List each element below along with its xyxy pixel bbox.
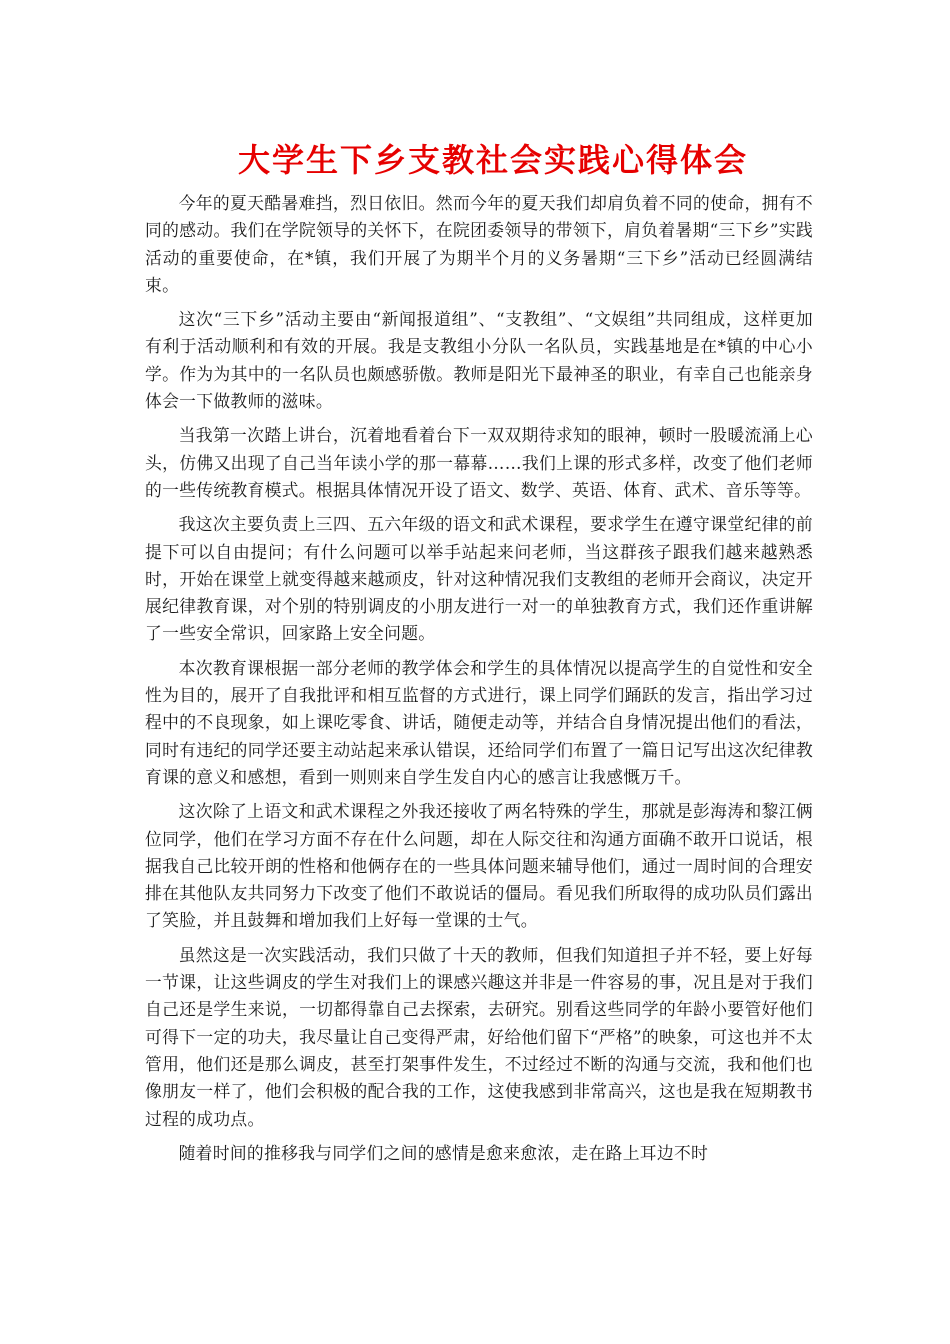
paragraph-5: 本次教育课根据一部分老师的教学体会和学生的具体情况以提高学生的自觉性和安全性为目的，展开了自我批评和相互监督的方式进行，课上同学们踊跃的发言，指出学习过程中的不良现象，如上课吃零食、讲话，随便走动等，并结合自身情况提出他们的看法，同时有违纪的同学还要主动站起来承认错误，还给同学们布置了一篇日记写出这次纪律教育课的意义和感想，看到一则则来自学生发自内心的感言让我感慨万千。	[145, 657, 813, 787]
paragraph-8: 随着时间的推移我与同学们之间的感情是愈来愈浓，走在路上耳边不时	[178, 1142, 709, 1163]
paragraph-7: 虽然这是一次实践活动，我们只做了十天的教师，但我们知道担子并不轻，要上好每一节课，让这些调皮的学生对我们上的课感兴趣这并非是一件容易的事，况且是对于我们自己还是学生来说，一切都得靠自己去探索，去研究。别看这些同学的年龄小要管好他们可得下一定的功夫，我尽量让自己变得严肃，好给他们留下“严格”的映象，可这也并不太管用，他们还是那么调皮，甚至打架事件发生，不过经过不断的沟通与交流，我和他们也像朋友一样了，他们会积极的配合我的工作，这使我感到非常高兴，这也是我在短期教书过程的成功点。	[145, 944, 813, 1129]
paragraph-6: 这次除了上语文和武术课程之外我还接收了两名特殊的学生，那就是彭海涛和黎江俩位同学，他们在学习方面不存在什么问题，却在人际交往和沟通方面确不敢开口说话，根据我自己比较开朗的性格和他俩存在的一些具体问题来辅导他们，通过一周时间的合理安排在其他队友共同努力下改变了他们不敢说话的僵局。看见我们所取得的成功队员们露出了笑脸，并且鼓舞和增加我们上好每一堂课的士气。	[145, 801, 813, 931]
paragraph-3: 当我第一次踏上讲台，沉着地看着台下一双双期待求知的眼神，顿时一股暖流涌上心头，仿佛又出现了自己当年读小学的那一幕幕……我们上课的形式多样，改变了他们老师的一些传统教育模式。根据具体情况开设了语文、数学、英语、体育、武术、音乐等等。	[145, 425, 813, 500]
document-body	[145, 190, 813, 1174]
document-title: 大学生下乡支教社会实践心得体会	[237, 141, 748, 179]
paragraph-2: 这次“三下乡”活动主要由“新闻报道组”、“支教组”、“文娱组”共同组成，这样更加有利于活动顺利和有效的开展。我是支教组小分队一名队员，实践基地是在*镇的中心小学。作为为其中的一名队员也颇感骄傲。教师是阳光下最神圣的职业，有幸自己也能亲身体会一下做教师的滋味。	[145, 309, 813, 412]
paragraph-1: 今年的夏天酷暑难挡，烈日依旧。然而今年的夏天我们却肩负着不同的使命，拥有不同的感动。我们在学院领导的关怀下，在院团委领导的带领下，肩负着暑期“三下乡”实践活动的重要使命，在*镇，我们开展了为期半个月的义务暑期“三下乡”活动已经圆满结束。	[145, 193, 813, 295]
paragraph-4: 我这次主要负责上三四、五六年级的语文和武术课程，要求学生在遵守课堂纪律的前提下可以自由提问；有什么问题可以举手站起来问老师，当这群孩子跟我们越来越熟悉时，开始在课堂上就变得越来越顽皮，针对这种情况我们支教组的老师开会商议，决定开展纪律教育课，对个别的特别调皮的小朋友进行一对一的单独教育方式，我们还作重讲解了一些安全常识，回家路上安全问题。	[145, 514, 813, 644]
